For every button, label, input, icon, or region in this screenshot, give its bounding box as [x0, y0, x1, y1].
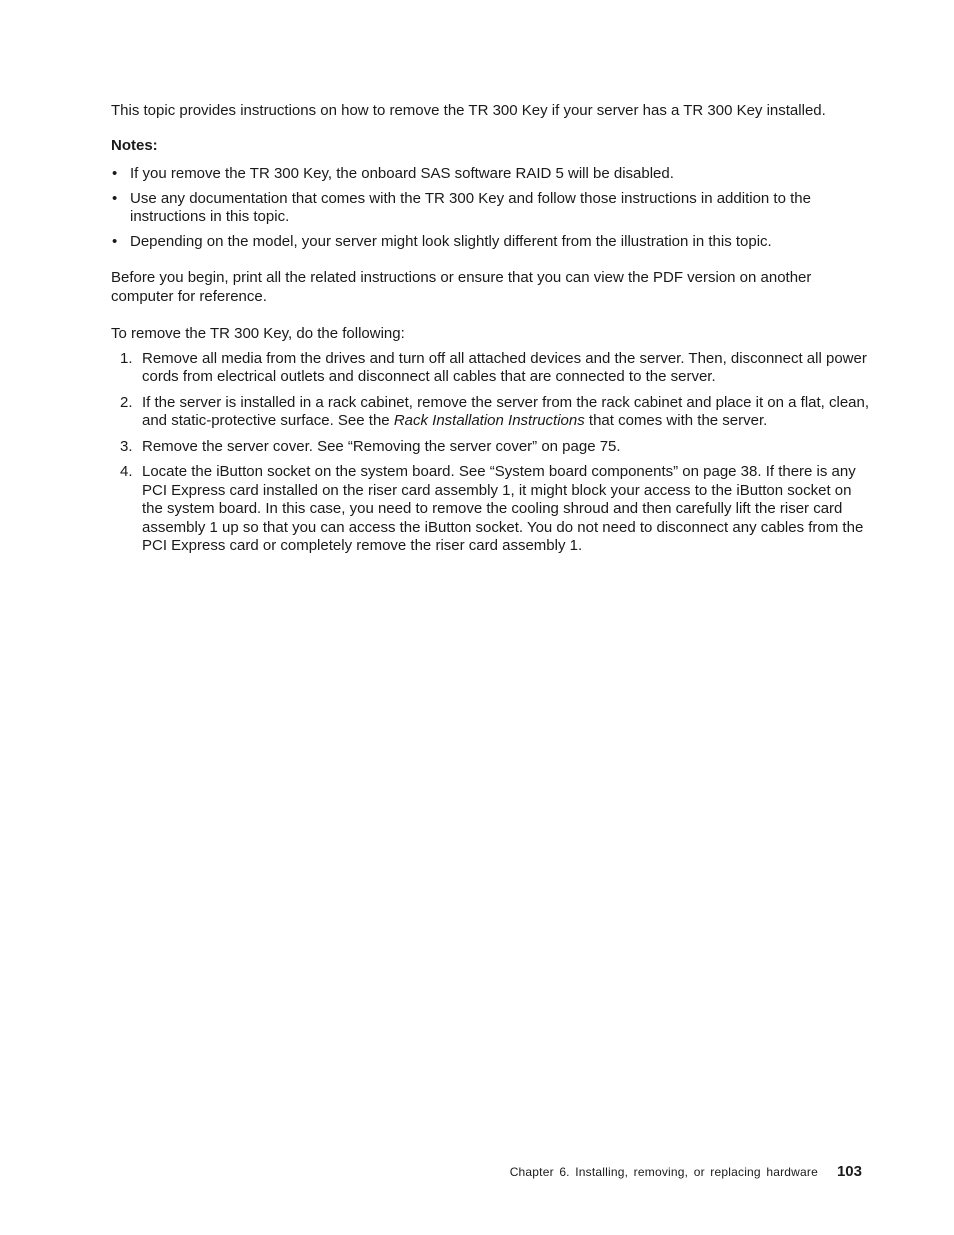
step-text	[142, 394, 869, 430]
page-content	[111, 102, 871, 563]
notes-list	[111, 165, 871, 251]
bullet-icon: •	[112, 189, 118, 207]
bullet-icon: •	[112, 232, 118, 250]
procedure-step	[111, 394, 871, 431]
document-title-reference: Rack Installation Instructions	[393, 412, 585, 429]
procedure-lead: To remove the TR 300 Key, do the following:	[111, 325, 405, 342]
step-text: Remove all media from the drives and turn off all attached devices and the server. Then, disconnect all power cords from electrical outlets and disconnect all cables that are connected to the server.	[142, 349, 867, 385]
procedure-steps	[111, 350, 871, 556]
note-text: Depending on the model, your server might look slightly different from the illustration in this topic.	[130, 232, 772, 250]
step-text-part: If the server is installed in a rack cabinet, remove the server from the rack cabinet and place it on a flat, clean, and static-protective surface. See the	[142, 393, 870, 429]
procedure-step	[111, 438, 871, 457]
step-text: Locate the iButton socket on the system board. See “System board components” on page 38. If there is any PCI Express card installed on the riser card assembly 1, it might block your access to the iButton socket on the system board. In this case, you need to remove the cooling shroud and then carefully lift the riser card assembly 1 up so that you can access the iButton socket. You do not need to disconnect any cables from the PCI Express card or completely remove the riser card assembly 1.	[142, 463, 864, 554]
page-number: 103	[836, 1163, 862, 1180]
procedure-step	[111, 463, 871, 556]
note-item	[111, 165, 871, 184]
step-number: 3.	[120, 437, 133, 455]
notes-heading: Notes:	[111, 136, 158, 154]
intro-paragraph: This topic provides instructions on how to remove the TR 300 Key if your server has a TR 300 Key installed.	[111, 102, 826, 119]
note-text: If you remove the TR 300 Key, the onboard SAS software RAID 5 will be disabled.	[130, 165, 674, 182]
note-text: Use any documentation that comes with the TR 300 Key and follow those instructions in addition to the instructions in this topic.	[130, 189, 811, 225]
step-text-part: that comes with the server.	[584, 412, 768, 429]
step-number: 1.	[120, 349, 133, 367]
note-item	[111, 233, 871, 252]
step-text: Remove the server cover. See “Removing the server cover” on page 75.	[142, 437, 621, 455]
bullet-icon: •	[112, 165, 118, 182]
procedure-step	[111, 350, 871, 387]
step-number: 2.	[120, 393, 133, 411]
step-number: 4.	[120, 463, 133, 480]
page-footer	[510, 1163, 862, 1182]
chapter-title: Chapter 6. Installing, removing, or replacing hardware	[509, 1165, 818, 1179]
note-item	[111, 190, 871, 227]
before-you-begin-paragraph: Before you begin, print all the related instructions or ensure that you can view the PDF version on another computer for reference.	[111, 269, 812, 305]
